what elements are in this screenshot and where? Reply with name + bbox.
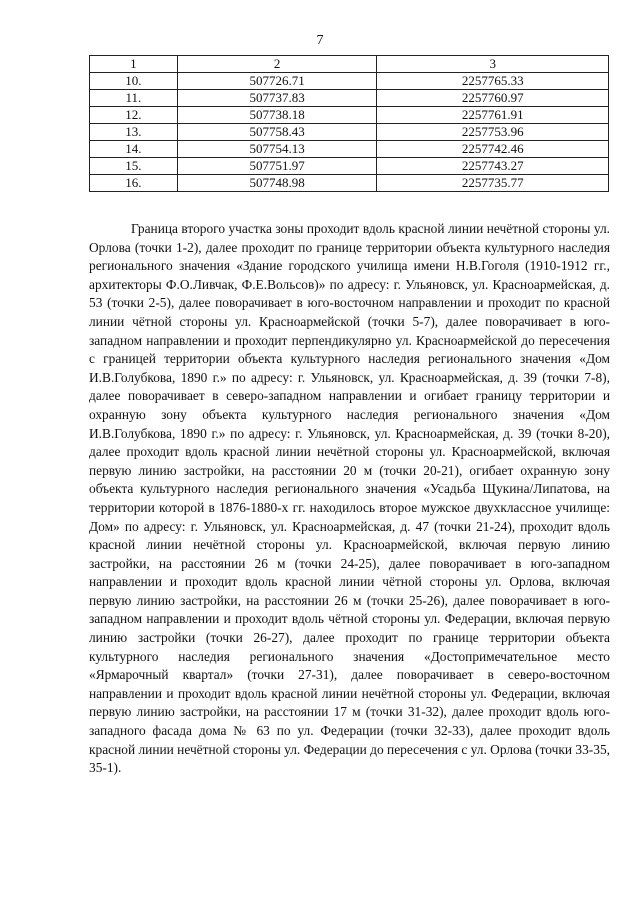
point-number-cell: 12. [90, 107, 178, 124]
table-row [90, 141, 609, 158]
y-coordinate-cell: 2257765.33 [377, 73, 609, 90]
y-coordinate-cell: 2257760.97 [377, 90, 609, 107]
y-coordinate-cell: 2257761.91 [377, 107, 609, 124]
x-coordinate-cell: 507758.43 [177, 124, 377, 141]
header-x-coordinate: 2 [177, 56, 377, 73]
table-row [90, 158, 609, 175]
table-row [90, 73, 609, 90]
header-y-coordinate: 3 [377, 56, 609, 73]
table-row [90, 124, 609, 141]
y-coordinate-cell: 2257735.77 [377, 175, 609, 192]
table-header-row [90, 56, 609, 73]
x-coordinate-cell: 507738.18 [177, 107, 377, 124]
x-coordinate-cell: 507748.98 [177, 175, 377, 192]
y-coordinate-cell: 2257742.46 [377, 141, 609, 158]
x-coordinate-cell: 507754.13 [177, 141, 377, 158]
point-number-cell: 16. [90, 175, 178, 192]
x-coordinate-cell: 507726.71 [177, 73, 377, 90]
y-coordinate-cell: 2257753.96 [377, 124, 609, 141]
point-number-cell: 13. [90, 124, 178, 141]
point-number-cell: 15. [90, 158, 178, 175]
table-row [90, 90, 609, 107]
point-number-cell: 14. [90, 141, 178, 158]
point-number-cell: 10. [90, 73, 178, 90]
y-coordinate-cell: 2257743.27 [377, 158, 609, 175]
table-row [90, 175, 609, 192]
x-coordinate-cell: 507751.97 [177, 158, 377, 175]
point-number-cell: 11. [90, 90, 178, 107]
header-point-number: 1 [90, 56, 178, 73]
boundary-description-paragraph: Граница второго участка зоны проходит вдоль красной линии нечётной стороны ул. Орлова (точки 1-2), далее проходит по границе территории объекта культурного наследия регионального значения «Здание городского училища имени Н.В.Гоголя (1910-1912 гг., архитекторы Ф.О.Ливчак, Ф.Е.Вольсов)» по адресу: г. Ульяновск, ул. Красноармейская, д. 53 (точки 2-5), далее поворачивает в юго-восточном направлении и проходит по красной линии чётной стороны ул. Красноармейской (точки 5-7), далее поворачивает в юго-западном направлении и проходит перпендикулярно ул. Красноармейской до пересечения с границей территории объекта культурного наследия регионального значения «Дом И.В.Голубкова, 1890 г.» по адресу: г. Ульяновск, ул. Красноармейская, д. 39 (точки 7-8), далее поворачивает в северо-западном направлении и огибает границу территории и охранную зону объекта культурного наследия регионального значения «Дом И.В.Голубкова, 1890 г.» по адресу: г. Ульяновск, ул. Красноармейская, д. 39 (точки 8-20), далее проходит вдоль красной линии нечётной стороны ул. Красноармейской, включая первую линию застройки, на расстоянии 20 м (точки 20-21), огибает охранную зону объекта культурного наследия регионального значения «Усадьба Щукина/Липатова, на территории которой в 1876-1880-х гг. находилось второе мужское двухклассное училище: Дом» по адресу: г. Ульяновск, ул. Красноармейская, д. 47 (точки 21-24), проходит вдоль красной линии нечётной стороны ул. Красноармейской, включая первую линию застройки, на расстоянии 26 м (точки 24-25), далее поворачивает в юго-западном направлении и проходит вдоль красной линии чётной стороны ул. Орлова, включая первую линию застройки, на расстоянии 26 м (точки 25-26), далее поворачивает в юго-западном направлении и проходит вдоль чётной стороны ул. Федерации, включая первую линию застройки (точки 26-27), далее проходит по границе территории объекта культурного наследия регионального значения «Достопримечательное место «Ярмарочный квартал» (точки 27-31), далее поворачивает в северо-восточном направлении и проходит вдоль красной линии нечётной стороны ул. Федерации, включая первую линию застройки, на расстоянии 17 м (точки 31-32), далее проходит вдоль юго-западного фасада дома № 63 по ул. Федерации (точки 32-33), далее проходит вдоль красной линии нечётной стороны ул. Федерации до пересечения с ул. Орлова (точки 33-35, 35-1). [89, 221, 610, 776]
table-row [90, 107, 609, 124]
page-number: 7 [316, 33, 324, 48]
x-coordinate-cell: 507737.83 [177, 90, 377, 107]
coordinates-table [89, 55, 609, 192]
